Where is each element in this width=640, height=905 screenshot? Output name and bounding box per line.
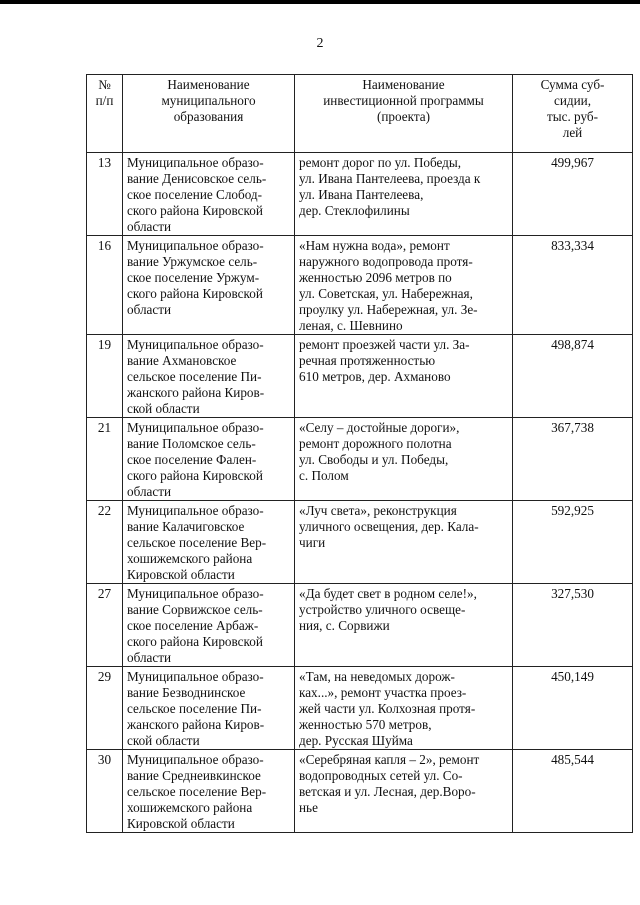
row-number: 22	[87, 501, 123, 584]
program-cell	[295, 750, 513, 833]
table-row	[87, 584, 633, 667]
header-sum: Сумма суб- сидии, тыс. руб- лей	[513, 75, 633, 153]
municipality-cell	[123, 236, 295, 335]
municipality-line: ского района Кировской	[127, 286, 263, 301]
program-cell	[295, 501, 513, 584]
program-line: 610 метров, дер. Ахманово	[299, 369, 451, 384]
municipality-line: ское поселение Слобод-	[127, 187, 263, 202]
header-municipality: Наименование муниципального образования	[123, 75, 295, 153]
program-cell	[295, 418, 513, 501]
row-number: 30	[87, 750, 123, 833]
table-row	[87, 667, 633, 750]
header-number: № п/п	[87, 75, 123, 153]
program-cell	[295, 335, 513, 418]
row-number: 27	[87, 584, 123, 667]
subsidy-sum: 592,925	[513, 501, 633, 584]
municipality-line: вание Ахмановское	[127, 353, 237, 368]
row-number: 19	[87, 335, 123, 418]
program-line: «Селу – достойные дороги»,	[299, 420, 460, 435]
program-line: ул. Ивана Пантелеева, проезда к	[299, 171, 481, 186]
program-line: наружного водопровода протя-	[299, 254, 473, 269]
municipality-line: вание Сорвижское сель-	[127, 602, 263, 617]
municipality-line: Кировской области	[127, 816, 235, 831]
program-cell	[295, 667, 513, 750]
header-row	[87, 75, 633, 153]
municipality-line: области	[127, 650, 172, 665]
row-number: 29	[87, 667, 123, 750]
program-line: нье	[299, 800, 318, 815]
municipality-line: ской области	[127, 401, 200, 416]
program-cell	[295, 584, 513, 667]
table-body	[87, 153, 633, 833]
program-line: женностью 2096 метров по	[299, 270, 452, 285]
municipality-line: Муниципальное образо-	[127, 420, 264, 435]
program-line: ках...», ремонт участка проез-	[299, 685, 467, 700]
municipality-line: жанского района Киров-	[127, 717, 265, 732]
header-program: Наименование инвестиционной программы (проекта)	[295, 75, 513, 153]
program-line: ул. Свободы и ул. Победы,	[299, 452, 449, 467]
municipality-cell	[123, 153, 295, 236]
municipality-line: вание Денисовское сель-	[127, 171, 267, 186]
program-line: жей части ул. Колхозная протя-	[299, 701, 476, 716]
table-row	[87, 750, 633, 833]
municipality-line: вание Безводнинское	[127, 685, 246, 700]
municipality-line: хошижемского района	[127, 800, 253, 815]
municipality-line: ское поселение Арбаж-	[127, 618, 259, 633]
municipality-line: Муниципальное образо-	[127, 752, 264, 767]
program-line: ния, с. Сорвижи	[299, 618, 390, 633]
row-number: 13	[87, 153, 123, 236]
municipality-line: области	[127, 302, 172, 317]
municipality-line: Муниципальное образо-	[127, 503, 264, 518]
municipality-line: Муниципальное образо-	[127, 337, 264, 352]
program-line: с. Полом	[299, 468, 349, 483]
municipality-line: Муниципальное образо-	[127, 155, 264, 170]
municipality-line: Кировской области	[127, 567, 235, 582]
program-line: леная, с. Шевнино	[299, 318, 403, 333]
municipality-line: вание Калачиговское	[127, 519, 245, 534]
municipality-line: вание Поломское сель-	[127, 436, 256, 451]
municipality-line: ское поселение Уржум-	[127, 270, 260, 285]
program-line: уличного освещения, дер. Кала-	[299, 519, 479, 534]
municipality-line: ского района Кировской	[127, 634, 263, 649]
program-line: ул. Советская, ул. Набережная,	[299, 286, 473, 301]
program-line: проулку ул. Набережная, ул. Зе-	[299, 302, 478, 317]
municipality-line: Муниципальное образо-	[127, 238, 264, 253]
program-line: ремонт дорог по ул. Победы,	[299, 155, 462, 170]
program-line: «Да будет свет в родном селе!»,	[299, 586, 477, 601]
page-number: 2	[316, 36, 324, 51]
subsidy-sum: 367,738	[513, 418, 633, 501]
municipality-line: ского района Кировской	[127, 468, 263, 483]
program-line: «Там, на неведомых дорож-	[299, 669, 455, 684]
municipality-cell	[123, 667, 295, 750]
program-line: речная протяженностью	[299, 353, 436, 368]
program-cell	[295, 153, 513, 236]
municipality-line: области	[127, 484, 172, 499]
municipality-line: хошижемского района	[127, 551, 253, 566]
table-row	[87, 418, 633, 501]
program-line: дер. Русская Шуйма	[299, 733, 413, 748]
subsidy-sum: 327,530	[513, 584, 633, 667]
subsidy-sum: 499,967	[513, 153, 633, 236]
municipality-cell	[123, 418, 295, 501]
municipality-line: ской области	[127, 733, 200, 748]
program-line: ветская и ул. Лесная, дер.Воро-	[299, 784, 476, 799]
row-number: 16	[87, 236, 123, 335]
municipality-line: области	[127, 219, 172, 234]
municipality-line: сельское поселение Пи-	[127, 701, 262, 716]
program-line: ремонт дорожного полотна	[299, 436, 452, 451]
program-line: ул. Ивана Пантелеева,	[299, 187, 424, 202]
subsidy-sum: 498,874	[513, 335, 633, 418]
program-line: чиги	[299, 535, 326, 550]
municipality-cell	[123, 501, 295, 584]
program-line: устройство уличного освеще-	[299, 602, 466, 617]
municipality-line: сельское поселение Пи-	[127, 369, 262, 384]
table-row	[87, 501, 633, 584]
municipality-line: сельское поселение Вер-	[127, 784, 267, 799]
table-row	[87, 335, 633, 418]
municipality-cell	[123, 750, 295, 833]
municipality-line: Муниципальное образо-	[127, 586, 264, 601]
program-line: водопроводных сетей ул. Со-	[299, 768, 463, 783]
program-line: «Луч света», реконструкция	[299, 503, 457, 518]
program-line: «Нам нужна вода», ремонт	[299, 238, 450, 253]
municipality-line: вание Уржумское сель-	[127, 254, 258, 269]
table-row	[87, 236, 633, 335]
program-line: «Серебряная капля – 2», ремонт	[299, 752, 480, 767]
municipality-line: Муниципальное образо-	[127, 669, 264, 684]
municipality-line: сельское поселение Вер-	[127, 535, 267, 550]
top-border	[0, 0, 640, 4]
municipality-line: ское поселение Фален-	[127, 452, 257, 467]
subsidy-sum: 450,149	[513, 667, 633, 750]
row-number: 21	[87, 418, 123, 501]
program-line: женностью 570 метров,	[299, 717, 432, 732]
municipality-cell	[123, 584, 295, 667]
subsidy-sum: 485,544	[513, 750, 633, 833]
program-cell	[295, 236, 513, 335]
subsidy-sum: 833,334	[513, 236, 633, 335]
municipality-line: жанского района Киров-	[127, 385, 265, 400]
subsidy-table	[86, 74, 633, 833]
municipality-line: ского района Кировской	[127, 203, 263, 218]
program-line: дер. Стеклофилины	[299, 203, 410, 218]
municipality-line: вание Среднеивкинское	[127, 768, 261, 783]
table-row	[87, 153, 633, 236]
municipality-cell	[123, 335, 295, 418]
program-line: ремонт проезжей части ул. За-	[299, 337, 470, 352]
